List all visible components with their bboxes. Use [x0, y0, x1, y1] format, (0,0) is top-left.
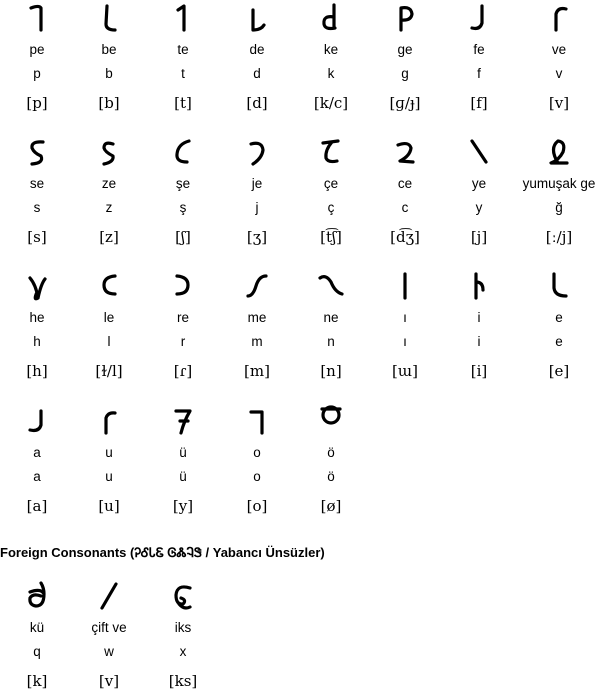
- ve-icon: [539, 2, 579, 36]
- letter-name: de: [249, 42, 265, 57]
- je-icon: [237, 136, 277, 170]
- u-icon: [89, 405, 129, 439]
- letter-name: te: [177, 42, 189, 57]
- he-icon: [17, 270, 57, 304]
- letter-name: yumuşak ge: [522, 176, 596, 191]
- latin-letter: s: [33, 200, 41, 215]
- ipa-transcription: [k/c]: [313, 94, 349, 112]
- latin-letter: ğ: [555, 200, 563, 215]
- e-icon: [539, 270, 579, 304]
- cift-ve-icon: [89, 580, 129, 614]
- ipa-transcription: [p]: [26, 94, 48, 112]
- letter-name: ze: [101, 176, 117, 191]
- ipa-transcription: [ː/j]: [545, 228, 573, 246]
- latin-letter: e: [555, 334, 563, 349]
- be-icon: [89, 2, 129, 36]
- ce-icon: [385, 136, 425, 170]
- latin-letter: x: [179, 644, 187, 659]
- latin-letter: l: [107, 334, 111, 349]
- letter-name: a: [33, 445, 41, 460]
- ze-icon: [89, 136, 129, 170]
- ipa-transcription: [t͡ʃ]: [320, 228, 342, 246]
- latin-letter: i: [477, 334, 481, 349]
- letter-name: je: [251, 176, 263, 191]
- letter-name: ı: [403, 310, 407, 325]
- ipa-transcription: [t]: [174, 94, 192, 112]
- latin-letter: t: [181, 66, 185, 81]
- ipa-transcription: [m]: [244, 362, 270, 380]
- latin-letter: q: [33, 644, 41, 659]
- letter-name: he: [29, 310, 45, 325]
- ipa-transcription: [ks]: [168, 672, 198, 690]
- latin-letter: o: [253, 469, 261, 484]
- ipa-transcription: [ɫ/l]: [95, 362, 123, 380]
- latin-letter: ü: [179, 469, 187, 484]
- latin-letter: m: [251, 334, 263, 349]
- latin-letter: n: [327, 334, 335, 349]
- letter-name: ve: [551, 42, 567, 57]
- ipa-transcription: [ʒ]: [246, 228, 268, 246]
- latin-letter: y: [475, 200, 483, 215]
- ipa-transcription: [f]: [470, 94, 488, 112]
- latin-letter: ö: [327, 469, 335, 484]
- latin-letter: ı: [403, 334, 407, 349]
- foreign-consonants-heading: Foreign Consonants (ᎮᎴᏓᏋ ᎶᏜᎸᏕ / Yabancı Ünsüzler): [0, 545, 325, 560]
- dotless-i-icon: [385, 270, 425, 304]
- ipa-transcription: [n]: [320, 362, 342, 380]
- letter-name: ge: [397, 42, 413, 57]
- letter-name: e: [555, 310, 563, 325]
- letter-name: şe: [175, 176, 191, 191]
- latin-letter: ş: [179, 200, 187, 215]
- le-icon: [89, 270, 129, 304]
- ipa-transcription: [u]: [98, 497, 120, 515]
- letter-name: ö: [327, 445, 335, 460]
- latin-letter: p: [33, 66, 41, 81]
- latin-letter: h: [33, 334, 41, 349]
- ipa-transcription: [s]: [27, 228, 47, 246]
- letter-name: ce: [397, 176, 413, 191]
- letter-name: me: [247, 310, 267, 325]
- letter-name: re: [176, 310, 189, 325]
- latin-letter: r: [180, 334, 186, 349]
- letter-name: çe: [323, 176, 339, 191]
- latin-letter: j: [255, 200, 259, 215]
- ipa-transcription: [v]: [548, 94, 570, 112]
- te-icon: [163, 2, 203, 36]
- latin-letter: b: [105, 66, 113, 81]
- ipa-transcription: [e]: [548, 362, 570, 380]
- ipa-transcription: [b]: [98, 94, 120, 112]
- letter-name: çift ve: [91, 620, 127, 635]
- pe-icon: [17, 2, 57, 36]
- letter-name: fe: [473, 42, 485, 57]
- letter-name: se: [29, 176, 45, 191]
- iks-icon: [163, 580, 203, 614]
- ipa-transcription: [y]: [172, 497, 194, 515]
- letter-name: u: [105, 445, 113, 460]
- latin-letter: z: [105, 200, 113, 215]
- ge-icon: [385, 2, 425, 36]
- me-icon: [237, 270, 277, 304]
- i-icon: [459, 270, 499, 304]
- ipa-transcription: [d͡ʒ]: [390, 228, 420, 246]
- ne-icon: [311, 270, 351, 304]
- ipa-transcription: [a]: [26, 497, 48, 515]
- ipa-transcription: [j]: [470, 228, 488, 246]
- letter-name: pe: [29, 42, 45, 57]
- latin-letter: w: [104, 644, 114, 659]
- ipa-transcription: [i]: [470, 362, 488, 380]
- ipa-transcription: [ʃ]: [175, 228, 191, 246]
- ipa-transcription: [k]: [26, 672, 48, 690]
- ipa-transcription: [h]: [26, 362, 48, 380]
- ipa-transcription: [z]: [99, 228, 119, 246]
- a-icon: [17, 405, 57, 439]
- ipa-transcription: [o]: [246, 497, 268, 515]
- che-icon: [311, 136, 351, 170]
- latin-letter: c: [401, 200, 409, 215]
- ipa-transcription: [ɯ]: [392, 362, 418, 380]
- letter-name: be: [101, 42, 117, 57]
- u-umlaut-icon: [163, 405, 203, 439]
- latin-letter: f: [477, 66, 481, 81]
- letter-name: ne: [323, 310, 339, 325]
- letter-name: i: [477, 310, 481, 325]
- latin-letter: v: [555, 66, 563, 81]
- ipa-transcription: [ø]: [320, 497, 342, 515]
- fe-icon: [459, 2, 499, 36]
- ke-icon: [311, 2, 351, 36]
- re-icon: [163, 270, 203, 304]
- letter-name: ke: [323, 42, 339, 57]
- latin-letter: a: [33, 469, 41, 484]
- o-icon: [237, 405, 277, 439]
- de-icon: [237, 2, 277, 36]
- letter-name: le: [103, 310, 115, 325]
- letter-name: ye: [471, 176, 487, 191]
- letter-name: iks: [174, 620, 192, 635]
- letter-name: ü: [179, 445, 187, 460]
- ipa-transcription: [ɡ/ɟ]: [389, 94, 421, 112]
- latin-letter: k: [327, 66, 335, 81]
- ye-icon: [459, 136, 499, 170]
- latin-letter: d: [253, 66, 261, 81]
- yumusak-ge-icon: [539, 136, 579, 170]
- letter-name: o: [253, 445, 261, 460]
- o-umlaut-icon: [311, 405, 351, 439]
- letter-name: kü: [29, 620, 45, 635]
- ipa-transcription: [ɾ]: [173, 362, 193, 380]
- se-icon: [17, 136, 57, 170]
- ipa-transcription: [d]: [246, 94, 268, 112]
- latin-letter: ç: [327, 200, 335, 215]
- latin-letter: u: [105, 469, 113, 484]
- she-icon: [163, 136, 203, 170]
- latin-letter: g: [401, 66, 409, 81]
- ku-icon: [17, 580, 57, 614]
- ipa-transcription: [v]: [98, 672, 120, 690]
